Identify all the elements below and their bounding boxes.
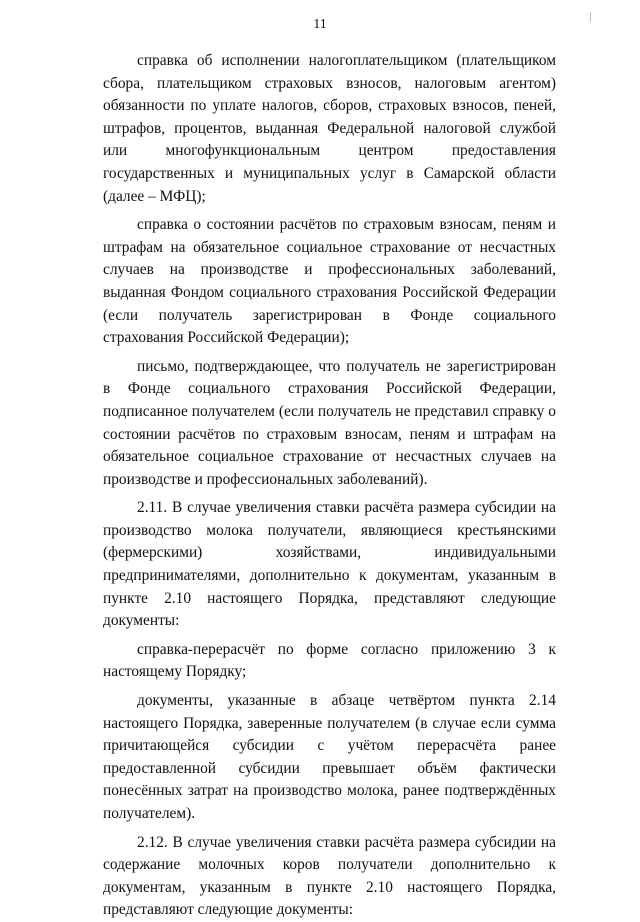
paragraph-insurance-certificate: справка о состоянии расчётов по страховым взносам, пеням и штрафам на обязательное социальное страхование от несчастных случаев на производстве и профессиональных заболеваний, выданная Фондом социального страхования Российской Федерации (если получатель зарегистрирован в Фонде социального страхования Российской Федерации); — [103, 216, 556, 347]
paragraph-tax-certificate: справка об исполнении налогоплательщиком (плательщиком сбора, плательщиком страховых взносов, налоговым агентом) обязанности по уплате налогов, сборов, страховых взносов, пеней, штрафов, процентов, выданная Федеральной налоговой службой или многофункциональным центром предоставления государственных и муниципальных услуг в Самарской области (далее – МФЦ); — [103, 52, 556, 205]
paragraph-section-2-12: 2.12. В случае увеличения ставки расчёта размера субсидии на содержание молочных коров получатели дополнительно к документам, указанным в пункте 2.10 настоящего Порядка, представляют следующие документы: — [103, 833, 556, 919]
paragraph-section-2-11: 2.11. В случае увеличения ставки расчёта размера субсидии на производство молока получатели, являющиеся крестьянскими (фермерскими) хозяйствами, индивидуальными предпринимателями, дополнительно к документам, указанным в пункте 2.10 настоящего Порядка, представляют следующие документы: — [103, 499, 556, 630]
paragraph-recalculation-certificate: справка-перерасчёт по форме согласно приложению 3 к настоящему Порядку; — [103, 640, 556, 681]
paragraph-registration-letter: письмо, подтверждающее, что получатель не зарегистрирован в Фонде социального страхования Российской Федерации, подписанное получателем (если получатель не представил справку о состоянии расчётов по страховым взносам, пеням и штрафам на обязательное социальное страхование от несчастных случаев на производстве и профессиональных заболеваний). — [103, 357, 556, 488]
document-body — [103, 50, 556, 922]
page-number: 11 — [313, 17, 327, 32]
paragraph-certified-documents: документы, указанные в абзаце четвёртом пункта 2.14 настоящего Порядка, заверенные получателем (в случае если сумма причитающейся субсидии с учётом перерасчёта ранее предоставленной субсидии превышает объём фактически понесённых затрат на производство молока, ранее подтверждённых получателем). — [103, 692, 556, 822]
